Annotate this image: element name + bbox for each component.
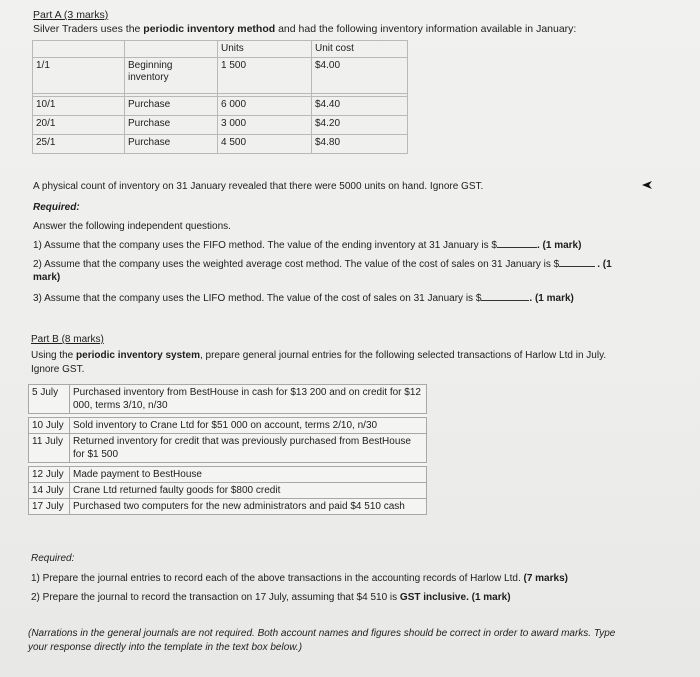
table-row <box>29 434 427 463</box>
requirement-2-text: 2) Prepare the journal to record the transaction on 17 July, assuming that $4 510 is <box>31 592 400 603</box>
answer-instruction: Answer the following independent questions. <box>33 221 231 232</box>
header-cell-date <box>33 41 125 58</box>
table-row <box>33 58 408 94</box>
table-row <box>33 135 408 154</box>
question-2-marks-cont: mark) <box>33 272 61 283</box>
table-row <box>29 499 427 515</box>
transaction-text: Returned inventory for credit that was previously purchased from BestHouse for $1 500 <box>70 434 427 463</box>
mouse-cursor-icon <box>641 180 653 190</box>
header-cell-units: Units <box>218 41 312 58</box>
part-b-title: Part B (8 marks) <box>31 334 104 345</box>
narration-note-line2: your response directly into the template in the text box below.) <box>28 642 303 653</box>
part-b-intro <box>31 350 606 361</box>
part-a-title: Part A (3 marks) <box>33 9 109 21</box>
part-a-required-label: Required: <box>33 202 80 213</box>
table-row <box>33 97 408 116</box>
table-row <box>29 483 427 499</box>
requirement-1 <box>31 573 568 584</box>
cell-date: 10/1 <box>33 97 125 116</box>
part-b-intro-text-end: , prepare general journal entries for the following selected transactions of Harlow Ltd in July. <box>199 350 607 361</box>
question-2-marks: . (1 <box>597 259 612 270</box>
question-3-marks: . (1 mark) <box>529 293 574 304</box>
physical-count-text: A physical count of inventory on 31 January revealed that there were 5000 units on hand. Ignore GST. <box>33 181 484 192</box>
question-2-text: 2) Assume that the company uses the weighted average cost method. The value of the cost of sales on 31 January is $ <box>33 259 560 270</box>
cell-desc: Purchase <box>125 116 218 135</box>
cell-date: 1/1 <box>33 58 125 94</box>
cell-desc: Purchase <box>125 135 218 154</box>
part-a-intro-bold: periodic inventory method <box>143 23 276 35</box>
cell-cost: $4.80 <box>312 135 408 154</box>
transaction-date: 10 July <box>29 418 70 434</box>
part-b-required-label: Required: <box>31 553 75 564</box>
cell-units: 3 000 <box>218 116 312 135</box>
cell-date: 25/1 <box>33 135 125 154</box>
header-cell-desc <box>125 41 218 58</box>
question-3-answer-blank[interactable] <box>481 291 529 301</box>
requirement-1-text: 1) Prepare the journal entries to record each of the above transactions in the accounting records of Harlow Ltd. <box>31 573 524 584</box>
part-a-intro-text-end: and had the following inventory information available in January: <box>275 23 577 35</box>
requirement-2 <box>31 592 511 603</box>
table-row <box>29 418 427 434</box>
cell-cost: $4.00 <box>312 58 408 94</box>
part-b-intro-line2: Ignore GST. <box>31 364 85 375</box>
part-b-intro-text: Using the <box>31 350 77 361</box>
table-row <box>29 385 427 414</box>
requirement-2-marks: . (1 mark) <box>466 592 511 603</box>
question-1-marks: . (1 mark) <box>536 240 582 251</box>
cell-desc: Purchase <box>125 97 218 116</box>
transaction-date: 17 July <box>29 499 70 515</box>
inventory-table <box>32 40 408 154</box>
transaction-text: Sold inventory to Crane Ltd for $51 000 on account, terms 2/10, n/30 <box>70 418 427 434</box>
header-cell-unit-cost: Unit cost <box>312 41 408 58</box>
transactions-table <box>28 384 427 515</box>
transaction-text: Made payment to BestHouse <box>70 467 427 483</box>
cell-desc <box>125 58 218 94</box>
requirement-1-marks: (7 marks) <box>523 573 568 584</box>
transaction-date: 11 July <box>29 434 70 463</box>
question-2 <box>33 257 612 270</box>
cell-date: 20/1 <box>33 116 125 135</box>
transaction-date: 5 July <box>29 385 70 414</box>
question-1-text: 1) Assume that the company uses the FIFO method. The value of the ending inventory at 31 January is $ <box>33 240 497 251</box>
narration-note-line1: (Narrations in the general journals are not required. Both account names and figures should be correct in order to award marks. Type <box>28 628 616 639</box>
part-b-intro-bold: periodic inventory system <box>76 350 200 361</box>
transaction-text: Purchased two computers for the new administrators and paid $4 510 cash <box>70 499 427 515</box>
table-row <box>29 467 427 483</box>
question-3 <box>33 291 574 304</box>
transaction-date: 14 July <box>29 483 70 499</box>
cell-units: 6 000 <box>218 97 312 116</box>
question-1-answer-blank[interactable] <box>497 238 537 248</box>
transaction-text: Crane Ltd returned faulty goods for $800 credit <box>70 483 427 499</box>
cell-cost: $4.40 <box>312 97 408 116</box>
requirement-2-bold: GST inclusive <box>399 592 467 603</box>
cell-units: 4 500 <box>218 135 312 154</box>
cell-desc-line1: Beginning <box>128 60 173 71</box>
transaction-text: Purchased inventory from BestHouse in cash for $13 200 and on credit for $12 000, terms 3/10, n/30 <box>70 385 427 414</box>
part-a-intro <box>33 23 576 35</box>
part-a-intro-text: Silver Traders uses the <box>33 23 144 35</box>
question-3-text: 3) Assume that the company uses the LIFO method. The value of the cost of sales on 31 January is $ <box>33 293 482 304</box>
cell-units: 1 500 <box>218 58 312 94</box>
question-1 <box>33 238 581 251</box>
cell-desc-line2: inventory <box>128 72 169 83</box>
table-header-row <box>33 41 408 58</box>
question-2-answer-blank[interactable] <box>559 257 595 267</box>
transaction-date: 12 July <box>29 467 70 483</box>
table-row <box>33 116 408 135</box>
cell-cost: $4.20 <box>312 116 408 135</box>
